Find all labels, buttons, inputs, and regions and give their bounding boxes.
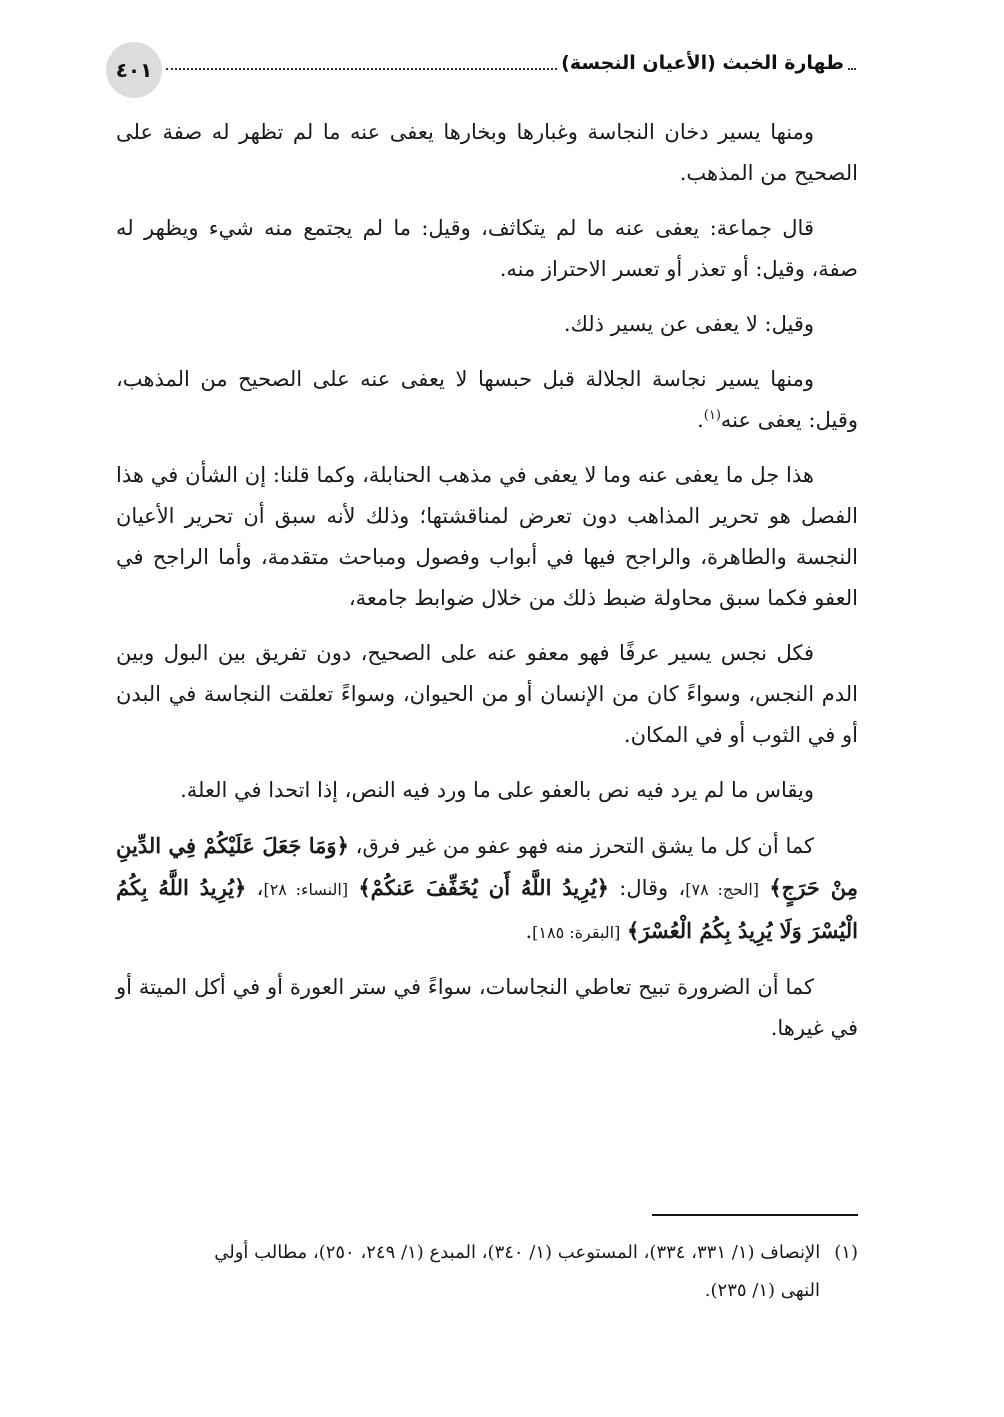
footnote-reference[interactable]: (١) — [703, 408, 721, 423]
verse-separator: ، وقال: — [608, 876, 686, 900]
paragraph-with-footnote — [116, 359, 858, 441]
paragraph — [116, 770, 858, 811]
paragraph — [116, 455, 858, 619]
quran-verse: ﴿وَمَا جَعَلَ عَلَيْكُمْ فِي الدِّينِ مِنْ حَرَجٍ﴾ — [116, 833, 858, 900]
verse-reference: [الحج: ٧٨] — [685, 880, 760, 899]
footnote-continuation: النهى (١/ ٢٣٥). — [704, 1280, 820, 1301]
verse-paragraph — [116, 825, 858, 953]
paragraph-tail: . — [697, 408, 704, 432]
verse-reference: [البقرة: ١٨٥] — [532, 923, 621, 942]
paragraph-text: قال جماعة: يعفى عنه ما لم يتكاثف، وقيل: ما لم يجتمع منه شيء ويظهر له صفة، وقيل: أو تعذر أو تعسر الاحتراز منه. — [116, 216, 858, 281]
running-header — [108, 40, 856, 100]
footnotes — [116, 1234, 858, 1310]
page-number-badge: ٤٠١ — [106, 42, 162, 98]
paragraph-text: ومنها يسير نجاسة الجلالة قبل حبسها لا يعفى عنه على الصحيح من المذهب، وقيل: يعفى عنه — [116, 367, 858, 432]
quran-verse: ﴿يُرِيدُ اللَّهُ بِكُمُ الْيُسْرَ وَلَا يُرِيدُ بِكُمُ الْعُسْرَ﴾ — [116, 875, 858, 943]
quran-verse: ﴿يُرِيدُ اللَّهُ أَن يُخَفِّفَ عَنكُمْ﴾ — [358, 875, 609, 900]
verse-separator: ، — [246, 876, 264, 900]
footnote-number: (١) — [834, 1242, 858, 1263]
paragraph — [116, 967, 858, 1049]
paragraph — [116, 359, 858, 441]
verse-intro: كما أن كل ما يشق التحرز منه فهو عفو من غير فرق، — [348, 834, 815, 858]
paragraph-text: فكل نجس يسير عرفًا فهو معفو عنه على الصحيح، دون تفريق بين البول وبين الدم النجس، وسواءً كان من الإنسان أو من الحيوان، وسواءً تعلقت النجاسة في البدن أو في الثوب أو في المكان. — [116, 641, 858, 747]
paragraph-text: وقيل: لا يعفى عن يسير ذلك. — [563, 312, 814, 336]
paragraph-text: كما أن الضرورة تبيح تعاطي النجاسات، سواءً في ستر العورة أو في أكل الميتة أو في غيرها. — [116, 975, 858, 1040]
paragraph — [116, 208, 858, 290]
verse-paragraph-text — [116, 825, 858, 953]
chapter-title: طهارة الخبث (الأعيان النجسة) — [561, 52, 844, 74]
paragraph-text: ويقاس ما لم يرد فيه نص بالعفو على ما ورد فيه النص، إذا اتحدا في العلة. — [180, 778, 814, 802]
footnote-line — [116, 1234, 858, 1272]
paragraph — [116, 633, 858, 756]
paragraph — [116, 304, 858, 345]
verse-reference: [النساء: ٢٨] — [263, 880, 349, 899]
main-text — [116, 112, 858, 1063]
paragraph-text: ومنها يسير دخان النجاسة وغبارها وبخارها يعفى عنه ما لم تظهر له صفة على الصحيح من المذهب. — [116, 120, 858, 185]
header-row — [166, 52, 856, 74]
verse-end: . — [525, 919, 533, 943]
paragraph-text: هذا جل ما يعفى عنه وما لا يعفى في مذهب الحنابلة، وكما قلنا: إن الشأن في هذا الفصل هو تحرير المذاهب دون تعرض لمناقشتها؛ وذلك لأنه سبق أن تحرير الأعيان النجسة والطاهرة، والراجح فيها في أبواب وفصول ومباحث متقدمة، وأما الراجح في العفو فكما سبق محاولة ضبط ذلك من خلال ضوابط جامعة، — [116, 463, 858, 610]
footnote — [116, 1234, 858, 1310]
footnote-separator — [652, 1214, 858, 1216]
paragraph — [116, 112, 858, 194]
header-dot-leader — [166, 68, 557, 70]
footnote-text: الإنصاف (١/ ٣٣١، ٣٣٤)، المستوعب (١/ ٣٤٠)، المبدع (١/ ٢٤٩، ٢٥٠)، مطالب أولي — [214, 1242, 821, 1263]
header-dot-leader-right — [848, 68, 856, 70]
